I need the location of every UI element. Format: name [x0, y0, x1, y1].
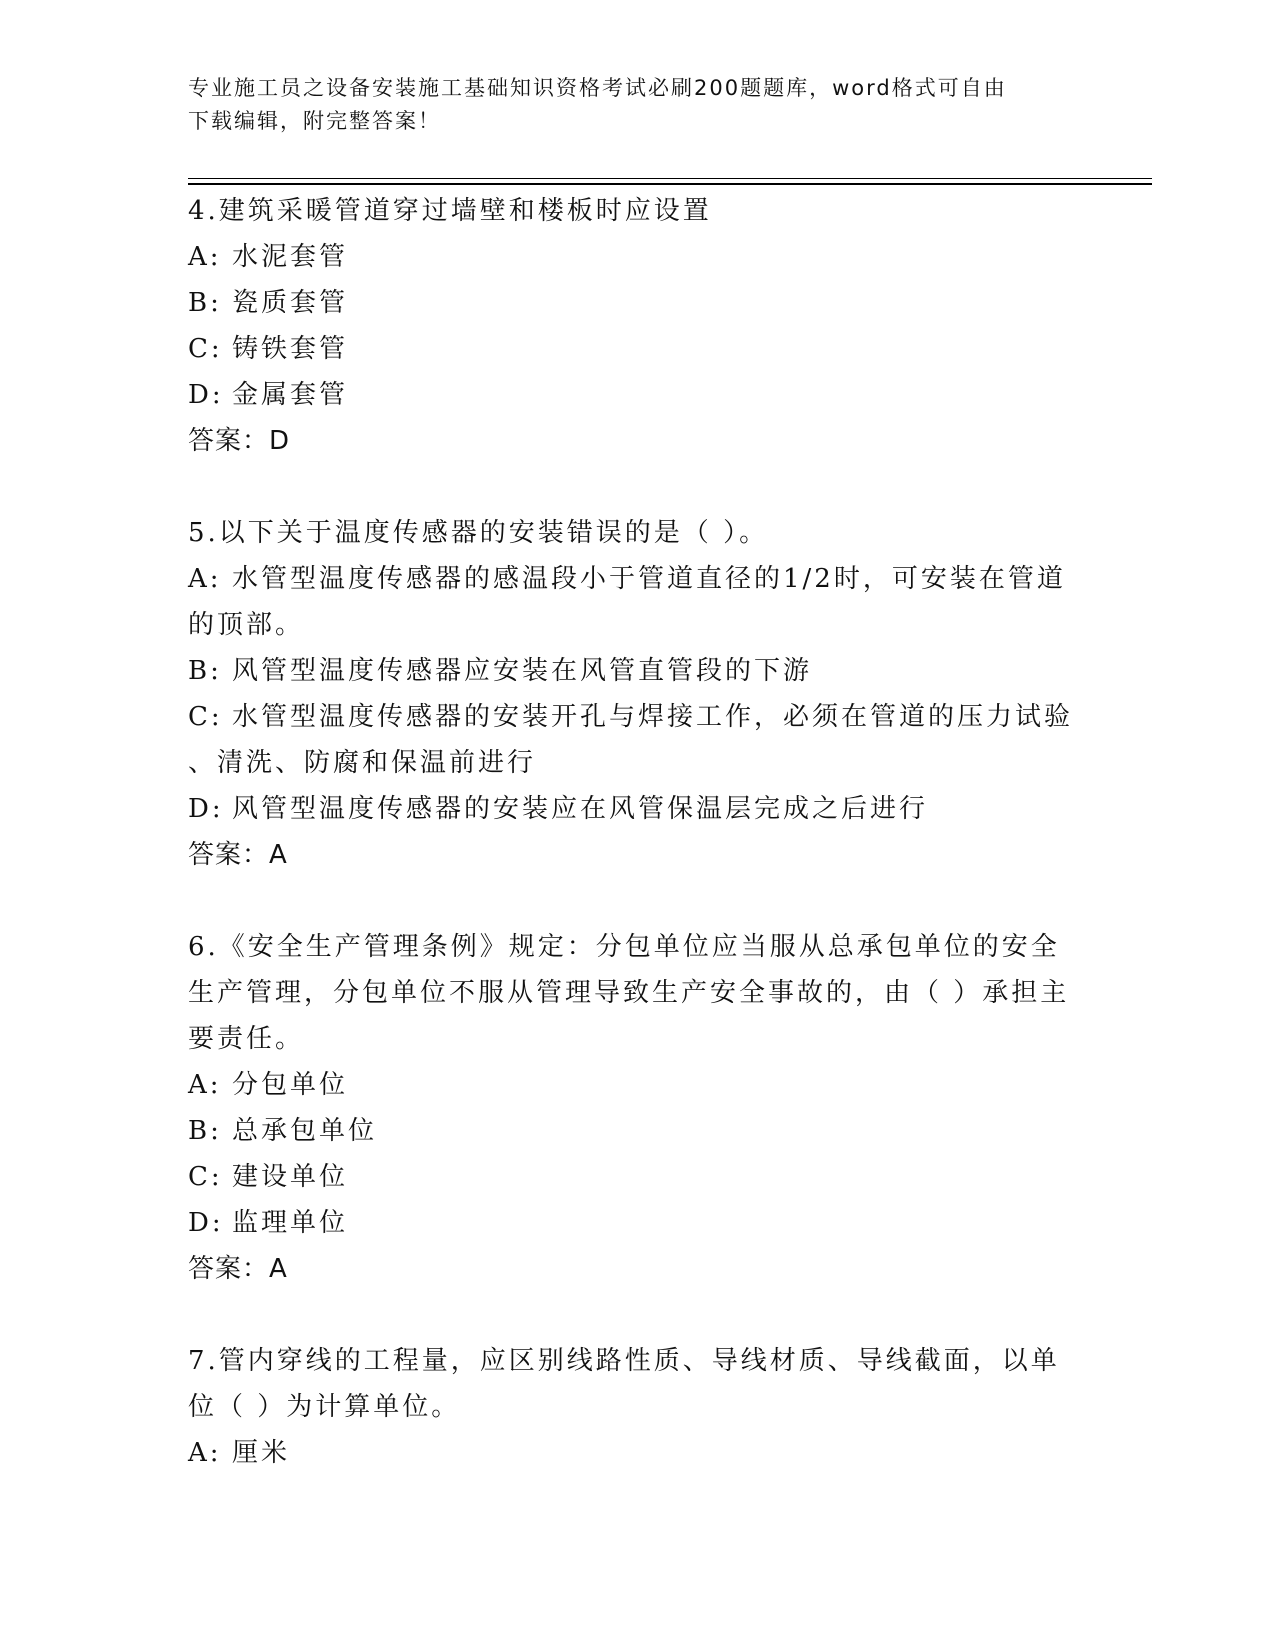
option-c	[188, 694, 1088, 740]
option-text: 水管型温度传感器的安装开孔与焊接工作，必须在管道的压力试验	[232, 702, 1074, 732]
question-block	[188, 1338, 1088, 1476]
option-label: A:	[188, 242, 222, 272]
answer-key: 答案：A	[188, 840, 288, 870]
option-b	[188, 280, 1088, 326]
option-c	[188, 1154, 1088, 1200]
header-text-line-1: 专业施工员之设备安装施工基础知识资格考试必刷200题题库，word格式可自由	[188, 76, 1007, 100]
option-a	[188, 1062, 1088, 1108]
option-d	[188, 786, 1088, 832]
answer-key: 答案：D	[188, 426, 291, 456]
question-stem: 5.以下关于温度传感器的安装错误的是（ ）。	[188, 518, 769, 548]
option-c	[188, 326, 1088, 372]
option-label: A:	[188, 1438, 222, 1468]
question-stem-continuation: 生产管理，分包单位不服从管理导致生产安全事故的，由（ ）承担主	[188, 978, 1070, 1008]
option-text: 风管型温度传感器的安装应在风管保温层完成之后进行	[232, 794, 929, 824]
option-label: B:	[188, 656, 222, 686]
option-a	[188, 1430, 1088, 1476]
header-text-line-2: 下载编辑，附完整答案！	[188, 109, 441, 133]
option-text: 水泥套管	[232, 242, 349, 272]
option-text: 总承包单位	[232, 1116, 378, 1146]
question-block	[188, 510, 1088, 878]
option-text: 铸铁套管	[232, 334, 349, 364]
option-label: A:	[188, 564, 222, 594]
option-text: 水管型温度传感器的感温段小于管道直径的1/2时，可安装在管道	[232, 564, 1066, 594]
option-text: 瓷质套管	[232, 288, 349, 318]
question-stem-continuation: 位（ ）为计算单位。	[188, 1392, 461, 1422]
option-label: C:	[188, 1162, 223, 1192]
option-label: D:	[188, 1208, 224, 1238]
document-header	[188, 72, 1068, 138]
option-text: 分包单位	[232, 1070, 349, 1100]
question-block	[188, 188, 1088, 464]
question-stem: 7.管内穿线的工程量，应区别线路性质、导线材质、导线截面，以单	[188, 1346, 1060, 1376]
option-text: 建设单位	[232, 1162, 349, 1192]
option-label: B:	[188, 1116, 222, 1146]
option-d	[188, 372, 1088, 418]
question-stem-continuation: 要责任。	[188, 1024, 305, 1054]
answer-key: 答案：A	[188, 1254, 288, 1284]
question-stem: 6.《安全生产管理条例》规定：分包单位应当服从总承包单位的安全	[188, 932, 1060, 962]
option-a-continuation: 的顶部。	[188, 610, 305, 640]
question-stem: 4.建筑采暖管道穿过墙壁和楼板时应设置	[188, 196, 712, 226]
option-label: D:	[188, 794, 224, 824]
option-label: C:	[188, 334, 223, 364]
option-text: 风管型温度传感器应安装在风管直管段的下游	[232, 656, 813, 686]
question-block	[188, 924, 1088, 1292]
option-text: 厘米	[232, 1438, 291, 1468]
option-label: D:	[188, 380, 224, 410]
header-divider-thick	[188, 183, 1152, 185]
option-c-continuation: 、清洗、防腐和保温前进行	[188, 748, 537, 778]
option-a	[188, 556, 1088, 602]
option-text: 金属套管	[232, 380, 349, 410]
header-divider-thin	[188, 178, 1152, 179]
option-label: B:	[188, 288, 222, 318]
question-list	[188, 188, 1088, 1522]
option-d	[188, 1200, 1088, 1246]
option-b	[188, 1108, 1088, 1154]
option-label: A:	[188, 1070, 222, 1100]
option-label: C:	[188, 702, 223, 732]
option-a	[188, 234, 1088, 280]
option-b	[188, 648, 1088, 694]
option-text: 监理单位	[232, 1208, 349, 1238]
